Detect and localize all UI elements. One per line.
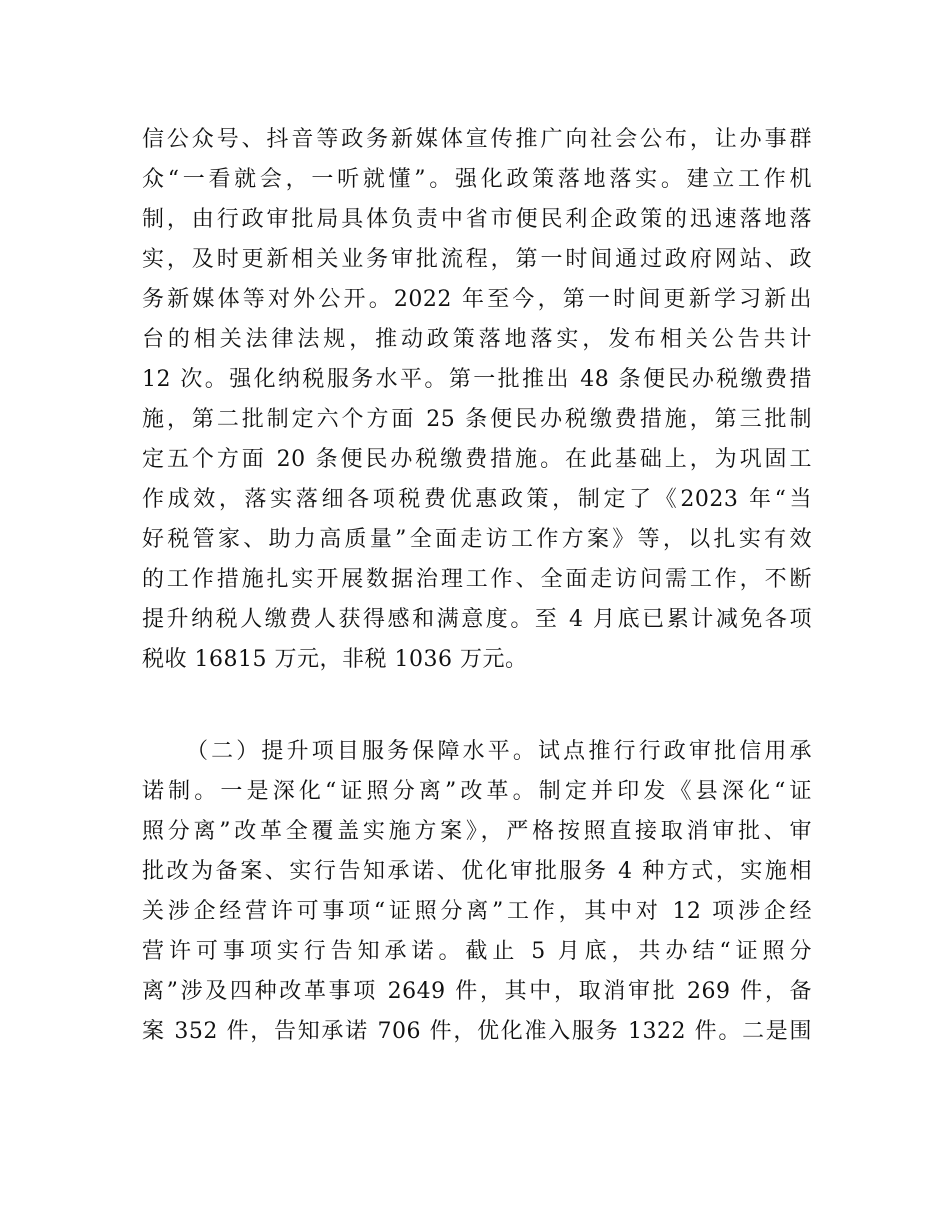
text-line: 台的相关法律法规，推动政策落地落实，发布相关公告共计: [142, 327, 812, 352]
text-line: 照分离”改革全覆盖实施方案》，严格按照直接取消审批、审: [142, 819, 812, 844]
text-line: 批改为备案、实行告知承诺、优化审批服务 4 种方式，实施相: [142, 859, 812, 884]
text-line: 关涉企经营许可事项“证照分离”工作，其中对 12 项涉企经: [142, 899, 812, 924]
text-line: 实，及时更新相关业务审批流程，第一时间通过政府网站、政: [142, 247, 812, 272]
text-line: （二）提升项目服务保障水平。试点推行行政审批信用承: [186, 739, 812, 764]
text-line: 好税管家、助力高质量”全面走访工作方案》等，以扎实有效: [142, 527, 812, 552]
text-line: 作成效，落实落细各项税费优惠政策，制定了《2023 年“当: [142, 487, 812, 512]
text-line: 制，由行政审批局具体负责中省市便民利企政策的迅速落地落: [142, 207, 812, 232]
text-line: 提升纳税人缴费人获得感和满意度。至 4 月底已累计减免各项: [142, 607, 812, 632]
text-line: 信公众号、抖音等政务新媒体宣传推广向社会公布，让办事群: [142, 127, 812, 152]
text-line: 12 次。强化纳税服务水平。第一批推出 48 条便民办税缴费措: [142, 367, 812, 392]
text-line: 施，第二批制定六个方面 25 条便民办税缴费措施，第三批制: [142, 407, 812, 432]
text-line: 诺制。一是深化“证照分离”改革。制定并印发《县深化“证: [142, 779, 812, 804]
text-line: 定五个方面 20 条便民办税缴费措施。在此基础上，为巩固工: [142, 447, 812, 472]
paragraph-1: [142, 120, 812, 680]
text-line: 税收 16815 万元，非税 1036 万元。: [142, 647, 528, 672]
text-line: 务新媒体等对外公开。2022 年至今，第一时间更新学习新出: [142, 287, 812, 312]
text-line: 案 352 件，告知承诺 706 件，优化准入服务 1322 件。二是围: [142, 1019, 812, 1044]
text-line: 营许可事项实行告知承诺。截止 5 月底，共办结“证照分: [142, 939, 812, 964]
text-line: 离”涉及四种改革事项 2649 件，其中，取消审批 269 件，备: [142, 979, 812, 1004]
paragraph-2: [142, 732, 812, 1052]
text-line: 众“一看就会，一听就懂”。强化政策落地落实。建立工作机: [142, 167, 812, 192]
text-line: 的工作措施扎实开展数据治理工作、全面走访问需工作，不断: [142, 567, 812, 592]
